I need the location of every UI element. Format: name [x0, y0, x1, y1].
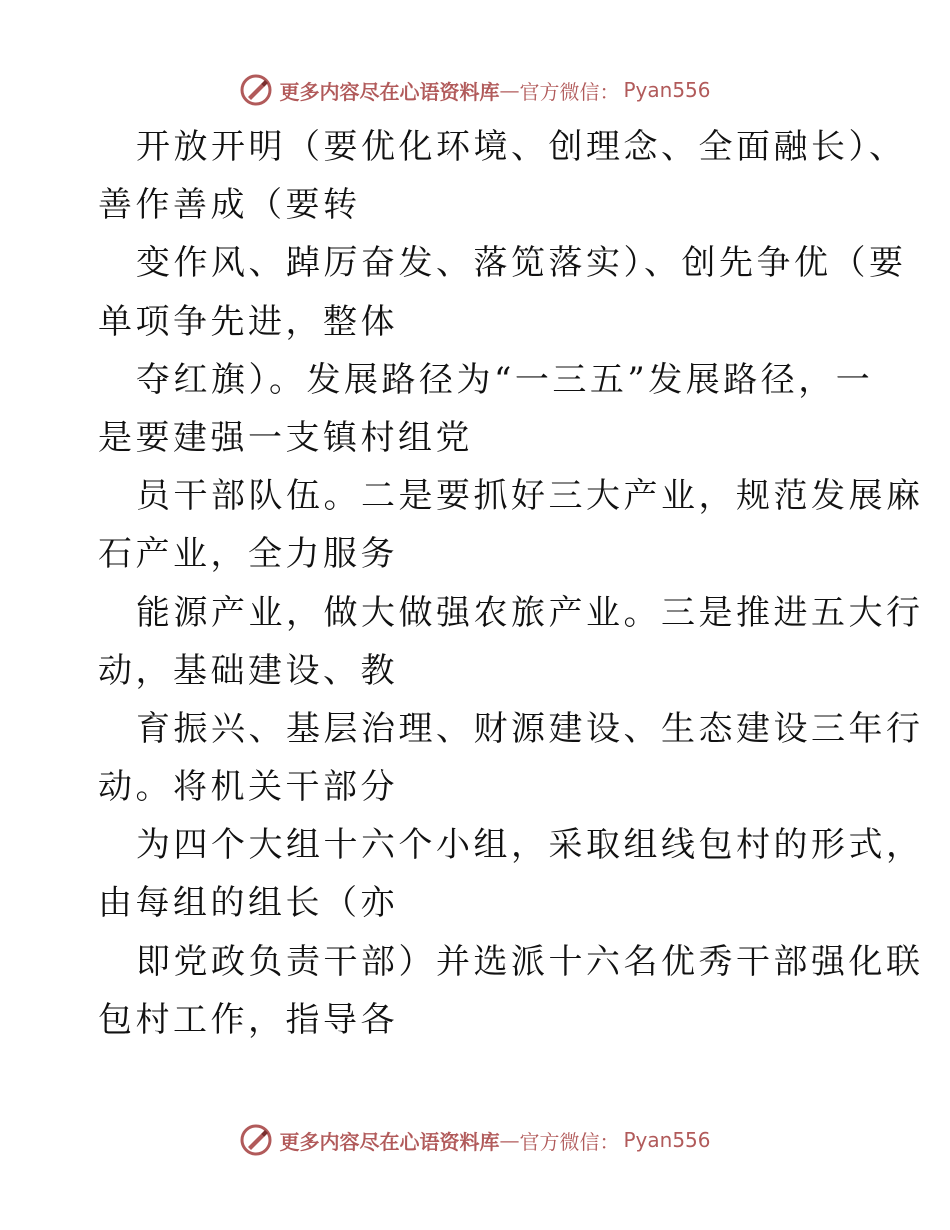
watermark-dash: — [499, 1128, 520, 1152]
pen-logo-icon [239, 1123, 273, 1157]
header-watermark [0, 70, 950, 110]
pen-logo-icon [239, 73, 273, 107]
text-line: 能源产业，做大做强农旅产业。三是推进五大行 [136, 592, 924, 633]
text-line: 为四个大组十六个小组，采取组线包村的形式， [136, 825, 924, 866]
text-line: 变作风、踔厉奋发、落笕落实）、创先争优（要 [136, 243, 907, 284]
text-line: 员干部队伍。二是要抓好三大产业，规范发展麻 [136, 476, 924, 517]
watermark-wechat-id: Pyan556 [623, 1128, 711, 1152]
footer-watermark [0, 1120, 950, 1160]
text-line: 单项争先进，整体 [98, 301, 398, 342]
text-line: 石产业，全力服务 [98, 534, 398, 575]
watermark-title: 更多内容尽在心语资料库 [279, 1129, 500, 1154]
watermark-title: 更多内容尽在心语资料库 [279, 79, 500, 104]
text-line: 开放开明（要优化环境、创理念、全面融长）、 [136, 127, 907, 167]
watermark-wechat-id: Pyan556 [623, 78, 711, 102]
text-line: 由每组的组长（亦 [98, 883, 398, 924]
text-line: 是要建强一支镇村组党 [98, 417, 473, 458]
text-line: 动。将机关干部分 [98, 767, 398, 808]
watermark-wechat-label: 官方微信： [519, 79, 620, 104]
text-line: 善作善成（要转 [98, 185, 361, 226]
text-line: 即党政负责干部）并选派十六名优秀干部强化联 [136, 941, 924, 982]
watermark-wechat-label: 官方微信： [519, 1129, 620, 1154]
text-line: 夺红旗）。发展路径为“一三五”发展路径，一 [136, 359, 874, 400]
text-line: 育振兴、基层治理、财源建设、生态建设三年行 [136, 708, 924, 749]
watermark-dash: — [499, 78, 520, 102]
document-body [98, 118, 924, 1049]
text-line: 动，基础建设、教 [98, 650, 398, 691]
text-line: 包村工作，指导各 [98, 999, 398, 1040]
